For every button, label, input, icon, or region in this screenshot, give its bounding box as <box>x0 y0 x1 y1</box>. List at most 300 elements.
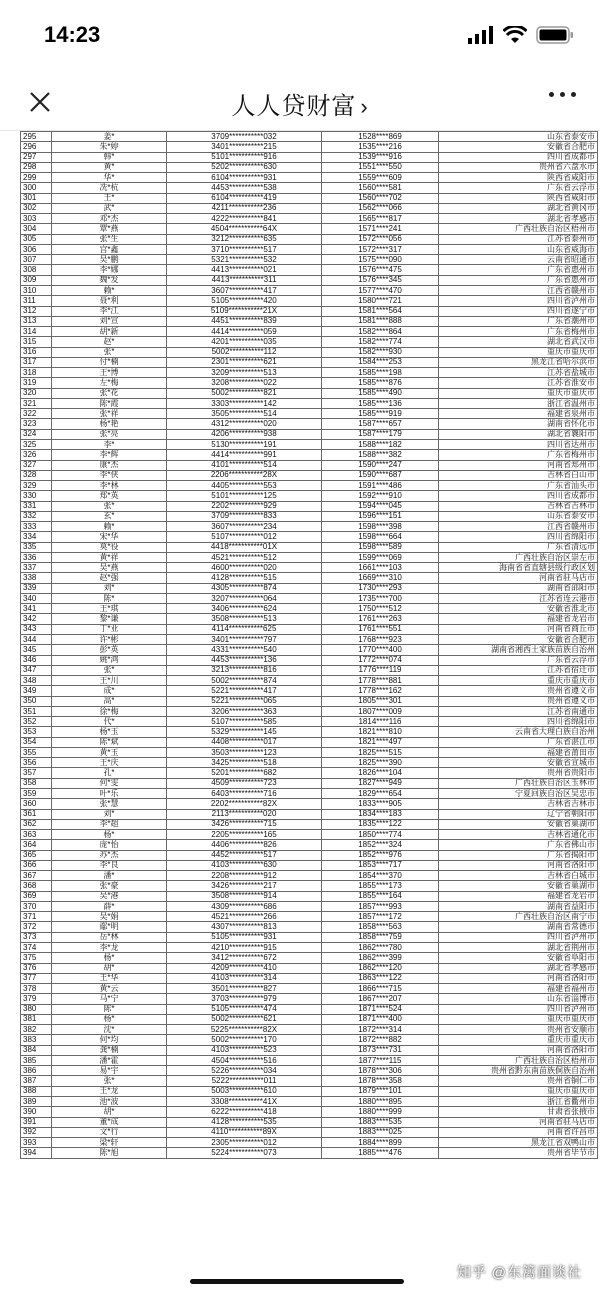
row-region: 湖北省武汉市 <box>439 337 598 347</box>
table-row <box>21 522 598 532</box>
row-number: 338 <box>21 573 52 583</box>
row-number: 349 <box>21 686 52 696</box>
table-row <box>21 306 598 316</box>
row-name: 宋*华 <box>52 532 167 542</box>
table-row <box>21 511 598 521</box>
row-id-number: 3426***********715 <box>167 819 322 829</box>
row-phone: 1770****400 <box>322 645 439 655</box>
row-number: 323 <box>21 419 52 429</box>
row-name: 潘*霍 <box>52 1055 167 1065</box>
row-name: 杨* <box>52 830 167 840</box>
row-id-number: 5201***********682 <box>167 768 322 778</box>
row-name: 徐*梅 <box>52 706 167 716</box>
row-id-number: 5224***********073 <box>167 1148 322 1158</box>
row-number: 360 <box>21 799 52 809</box>
row-id-number: 2205***********165 <box>167 830 322 840</box>
row-number: 324 <box>21 429 52 439</box>
home-indicator[interactable] <box>190 1279 404 1284</box>
row-name: 姜* <box>52 132 167 142</box>
row-phone: 1862****120 <box>322 963 439 973</box>
table-row <box>21 973 598 983</box>
row-region: 黑龙江省哈尔滨市 <box>439 357 598 367</box>
table-row <box>21 953 598 963</box>
row-region: 安徽省巢湖市 <box>439 819 598 829</box>
table-row <box>21 347 598 357</box>
row-number: 378 <box>21 984 52 994</box>
row-phone: 1560****702 <box>322 193 439 203</box>
row-region: 浙江省衢州市 <box>439 1096 598 1106</box>
row-region: 湖北省孝感市 <box>439 963 598 973</box>
table-row <box>21 419 598 429</box>
row-id-number: 4504***********64X <box>167 224 322 234</box>
row-phone: 1778****162 <box>322 686 439 696</box>
row-name: 吴*燕 <box>52 563 167 573</box>
row-id-number: 4451***********839 <box>167 316 322 326</box>
row-id-number: 3209***********513 <box>167 368 322 378</box>
row-region: 江苏省南通市 <box>439 706 598 716</box>
row-number: 388 <box>21 1086 52 1096</box>
row-name: 李*良 <box>52 860 167 870</box>
table-row <box>21 809 598 819</box>
row-id-number: 4452***********517 <box>167 850 322 860</box>
row-name: 张*豪 <box>52 881 167 891</box>
row-region: 河南省驻马店市 <box>439 573 598 583</box>
row-name: 代* <box>52 717 167 727</box>
row-region: 湖北省孝感市 <box>439 214 598 224</box>
row-id-number: 5105***********474 <box>167 1004 322 1014</box>
table-row <box>21 224 598 234</box>
row-id-number: 3710***********517 <box>167 244 322 254</box>
row-number: 375 <box>21 953 52 963</box>
row-region: 重庆市重庆市 <box>439 347 598 357</box>
row-name: 宫*鑫 <box>52 244 167 254</box>
row-number: 384 <box>21 1045 52 1055</box>
row-region: 广东省揭阳市 <box>439 850 598 860</box>
row-region: 辽宁省朝阳市 <box>439 809 598 819</box>
table-row <box>21 696 598 706</box>
row-phone: 1581****564 <box>322 306 439 316</box>
row-region: 江苏省泰州市 <box>439 234 598 244</box>
row-region: 广东省湛江市 <box>439 737 598 747</box>
row-name: 王*龙 <box>52 1086 167 1096</box>
row-name: 陈*霞 <box>52 398 167 408</box>
row-name: 沈* <box>52 1025 167 1035</box>
row-id-number: 5002***********821 <box>167 388 322 398</box>
row-id-number: 5225***********82X <box>167 1025 322 1035</box>
row-id-number: 2202***********929 <box>167 501 322 511</box>
row-number: 332 <box>21 511 52 521</box>
row-number: 312 <box>21 306 52 316</box>
row-region: 福建省龙岩市 <box>439 891 598 901</box>
row-id-number: 5130***********191 <box>167 439 322 449</box>
row-name: 李*江 <box>52 306 167 316</box>
row-id-number: 3401***********797 <box>167 635 322 645</box>
row-number: 297 <box>21 152 52 162</box>
row-phone: 1582****774 <box>322 337 439 347</box>
row-name: 成* <box>52 686 167 696</box>
table-row <box>21 265 598 275</box>
table-row <box>21 470 598 480</box>
row-phone: 1582****864 <box>322 327 439 337</box>
row-region: 山东省威海市 <box>439 244 598 254</box>
row-phone: 1572****317 <box>322 244 439 254</box>
row-phone: 1585****919 <box>322 409 439 419</box>
row-number: 309 <box>21 275 52 285</box>
row-region: 广东省佛山市 <box>439 840 598 850</box>
row-name: 陈*斌 <box>52 737 167 747</box>
row-region: 福建省龙岩市 <box>439 614 598 624</box>
table-row <box>21 840 598 850</box>
row-id-number: 4406***********826 <box>167 840 322 850</box>
row-id-number: 5002***********112 <box>167 347 322 357</box>
row-name: 吴*娟 <box>52 912 167 922</box>
row-name: 孔* <box>52 768 167 778</box>
row-number: 328 <box>21 470 52 480</box>
row-id-number: 6403***********716 <box>167 789 322 799</box>
row-region: 江苏省连云港市 <box>439 593 598 603</box>
table-row <box>21 203 598 213</box>
row-number: 365 <box>21 850 52 860</box>
table-row <box>21 758 598 768</box>
table-row <box>21 552 598 562</box>
row-id-number: 3412***********672 <box>167 953 322 963</box>
table-row <box>21 768 598 778</box>
row-number: 392 <box>21 1127 52 1137</box>
row-id-number: 5221***********417 <box>167 686 322 696</box>
row-phone: 1592****910 <box>322 491 439 501</box>
row-region: 四川省绵阳市 <box>439 717 598 727</box>
table-row <box>21 132 598 142</box>
row-number: 367 <box>21 871 52 881</box>
row-phone: 1772****074 <box>322 655 439 665</box>
row-region: 贵州省黔东南苗族侗族自治州 <box>439 1066 598 1076</box>
row-phone: 1576****475 <box>322 265 439 275</box>
row-id-number: 2208***********912 <box>167 871 322 881</box>
row-id-number: 4408***********017 <box>167 737 322 747</box>
row-phone: 1885****476 <box>322 1148 439 1158</box>
table-row <box>21 655 598 665</box>
table-row <box>21 1127 598 1137</box>
row-region: 广东省梅州市 <box>439 327 598 337</box>
row-region: 湖南省怀化市 <box>439 419 598 429</box>
row-number: 368 <box>21 881 52 891</box>
row-phone: 1588****182 <box>322 439 439 449</box>
row-phone: 1862****780 <box>322 942 439 952</box>
row-id-number: 6222***********418 <box>167 1107 322 1117</box>
row-name: 覃*燕 <box>52 224 167 234</box>
table-row <box>21 963 598 973</box>
row-number: 369 <box>21 891 52 901</box>
row-number: 379 <box>21 994 52 1004</box>
row-id-number: 3308***********41X <box>167 1096 322 1106</box>
wifi-icon <box>503 26 527 44</box>
row-number: 334 <box>21 532 52 542</box>
row-region: 湖北省荆州市 <box>439 942 598 952</box>
row-id-number: 4222***********841 <box>167 214 322 224</box>
row-phone: 1867****207 <box>322 994 439 1004</box>
row-phone: 1835****122 <box>322 819 439 829</box>
row-region: 甘肃省张掖市 <box>439 1107 598 1117</box>
row-number: 299 <box>21 173 52 183</box>
row-number: 386 <box>21 1066 52 1076</box>
row-number: 322 <box>21 409 52 419</box>
table-row <box>21 1004 598 1014</box>
row-phone: 1862****399 <box>322 953 439 963</box>
table-row <box>21 942 598 952</box>
row-phone: 1590****247 <box>322 460 439 470</box>
row-region: 陕西省咸阳市 <box>439 193 598 203</box>
row-phone: 1852****324 <box>322 840 439 850</box>
row-number: 326 <box>21 450 52 460</box>
table-row <box>21 604 598 614</box>
row-region: 河南省洛阳市 <box>439 973 598 983</box>
row-name: 高* <box>52 696 167 706</box>
row-phone: 1730****293 <box>322 583 439 593</box>
row-id-number: 4312***********020 <box>167 419 322 429</box>
row-region: 云南省大理白族自治州 <box>439 727 598 737</box>
row-name: 杨*艳 <box>52 419 167 429</box>
row-id-number: 2206***********28X <box>167 470 322 480</box>
row-phone: 1825****515 <box>322 747 439 757</box>
chevron-right-icon: › <box>360 94 369 119</box>
row-phone: 1883****025 <box>322 1127 439 1137</box>
row-name: 陈* <box>52 593 167 603</box>
row-number: 373 <box>21 932 52 942</box>
table-row <box>21 193 598 203</box>
row-name: 黄*云 <box>52 984 167 994</box>
table-row <box>21 388 598 398</box>
row-number: 343 <box>21 624 52 634</box>
table-row <box>21 573 598 583</box>
row-number: 330 <box>21 491 52 501</box>
row-phone: 1855****164 <box>322 891 439 901</box>
row-id-number: 3401***********215 <box>167 142 322 152</box>
row-region: 广东省梅州市 <box>439 450 598 460</box>
row-number: 298 <box>21 162 52 172</box>
more-dot-icon <box>560 92 565 97</box>
row-phone: 1585****490 <box>322 388 439 398</box>
row-region: 广东省惠州市 <box>439 265 598 275</box>
row-region: 河南省洛阳市 <box>439 860 598 870</box>
row-phone: 1539****916 <box>322 152 439 162</box>
row-number: 316 <box>21 347 52 357</box>
row-id-number: 4504***********516 <box>167 1055 322 1065</box>
row-id-number: 4210***********915 <box>167 942 322 952</box>
row-region: 河南省郑州市 <box>439 460 598 470</box>
row-id-number: 3505***********514 <box>167 409 322 419</box>
more-dot-icon <box>571 92 576 97</box>
table-row <box>21 214 598 224</box>
row-phone: 1825****390 <box>322 758 439 768</box>
winners-table-body <box>21 132 598 1159</box>
row-phone: 1858****563 <box>322 922 439 932</box>
row-region: 山东省淄博市 <box>439 994 598 1004</box>
row-name: 李*娜 <box>52 265 167 275</box>
row-phone: 1591****486 <box>322 481 439 491</box>
row-phone: 1821****497 <box>322 737 439 747</box>
table-row <box>21 460 598 470</box>
page-title-text: 人人贷财富 <box>231 93 357 120</box>
row-id-number: 4103***********630 <box>167 860 322 870</box>
row-phone: 1577****470 <box>322 285 439 295</box>
row-name: 何*均 <box>52 1035 167 1045</box>
row-phone: 1853****717 <box>322 860 439 870</box>
row-phone: 1878****306 <box>322 1066 439 1076</box>
table-row <box>21 1025 598 1035</box>
row-region: 四川省绵阳市 <box>439 532 598 542</box>
row-region: 河南省驻马店市 <box>439 1117 598 1127</box>
more-button[interactable] <box>549 92 576 97</box>
row-id-number: 4521***********266 <box>167 912 322 922</box>
table-row <box>21 450 598 460</box>
row-region: 广东省潮州市 <box>439 316 598 326</box>
row-name: 付*楠 <box>52 357 167 367</box>
row-id-number: 3607***********417 <box>167 285 322 295</box>
row-number: 333 <box>21 522 52 532</box>
table-row <box>21 1035 598 1045</box>
table-row <box>21 1014 598 1024</box>
row-phone: 1857****172 <box>322 912 439 922</box>
row-region: 浙江省温州市 <box>439 398 598 408</box>
row-region: 海南省省直辖县级行政区划 <box>439 563 598 573</box>
row-number: 315 <box>21 337 52 347</box>
row-number: 380 <box>21 1004 52 1014</box>
row-region: 江西省赣州市 <box>439 522 598 532</box>
row-phone: 1596****151 <box>322 511 439 521</box>
row-phone: 1834****183 <box>322 809 439 819</box>
table-row <box>21 799 598 809</box>
row-region: 重庆市重庆市 <box>439 1086 598 1096</box>
table-row <box>21 686 598 696</box>
row-name: 杨*玉 <box>52 727 167 737</box>
row-id-number: 5107***********585 <box>167 717 322 727</box>
row-region: 宁夏回族自治区吴忠市 <box>439 789 598 799</box>
table-row <box>21 501 598 511</box>
row-name: 王*琪 <box>52 604 167 614</box>
row-number: 325 <box>21 439 52 449</box>
row-name: 杨* <box>52 953 167 963</box>
table-row <box>21 491 598 501</box>
row-name: 王*博 <box>52 368 167 378</box>
row-id-number: 4309***********686 <box>167 901 322 911</box>
row-number: 340 <box>21 593 52 603</box>
row-phone: 1572****056 <box>322 234 439 244</box>
row-id-number: 4453***********538 <box>167 183 322 193</box>
row-name: 魏*发 <box>52 275 167 285</box>
table-row <box>21 1066 598 1076</box>
row-phone: 1594****045 <box>322 501 439 511</box>
row-phone: 1854****370 <box>322 871 439 881</box>
row-id-number: 4418***********01X <box>167 542 322 552</box>
row-name: 聂*利 <box>52 296 167 306</box>
row-id-number: 4211***********236 <box>167 203 322 213</box>
row-id-number: 5226***********034 <box>167 1066 322 1076</box>
row-name: 李*侠 <box>52 470 167 480</box>
row-phone: 1585****198 <box>322 368 439 378</box>
row-id-number: 5107***********012 <box>167 532 322 542</box>
table-row <box>21 532 598 542</box>
row-region: 福建省泉州市 <box>439 409 598 419</box>
row-region: 广西壮族自治区玉林市 <box>439 778 598 788</box>
row-name: 王*庆 <box>52 758 167 768</box>
row-name: 王* <box>52 193 167 203</box>
row-region: 吉林省白城市 <box>439 871 598 881</box>
row-number: 356 <box>21 758 52 768</box>
row-number: 358 <box>21 778 52 788</box>
table-row <box>21 706 598 716</box>
table-row <box>21 542 598 552</box>
row-id-number: 5002***********874 <box>167 676 322 686</box>
row-id-number: 5101***********125 <box>167 491 322 501</box>
row-region: 四川省泸州市 <box>439 932 598 942</box>
table-row <box>21 316 598 326</box>
row-phone: 1585****876 <box>322 378 439 388</box>
row-name: 刘*宣 <box>52 316 167 326</box>
table-row <box>21 624 598 634</box>
row-name: 黄*祥 <box>52 552 167 562</box>
row-id-number: 3508***********513 <box>167 614 322 624</box>
row-region: 贵州省贵阳市 <box>439 768 598 778</box>
row-phone: 1565****817 <box>322 214 439 224</box>
row-phone: 1884****899 <box>322 1138 439 1148</box>
row-number: 310 <box>21 285 52 295</box>
table-row <box>21 747 598 757</box>
table-row <box>21 234 598 244</box>
row-name: 胡*新 <box>52 327 167 337</box>
row-id-number: 4453***********136 <box>167 655 322 665</box>
row-name: 潘* <box>52 871 167 881</box>
row-region: 广东省清远市 <box>439 542 598 552</box>
row-id-number: 3425***********518 <box>167 758 322 768</box>
row-name: 李* <box>52 439 167 449</box>
table-row <box>21 1096 598 1106</box>
row-phone: 1761****263 <box>322 614 439 624</box>
row-number: 374 <box>21 942 52 952</box>
row-phone: 1599****069 <box>322 552 439 562</box>
row-phone: 1857****993 <box>322 901 439 911</box>
row-name: 莫*役 <box>52 542 167 552</box>
table-row <box>21 789 598 799</box>
row-phone: 1829****654 <box>322 789 439 799</box>
row-name: 赵*强 <box>52 573 167 583</box>
row-id-number: 3503***********123 <box>167 747 322 757</box>
battery-icon <box>536 26 574 44</box>
row-region: 贵州省遵义市 <box>439 686 598 696</box>
row-number: 337 <box>21 563 52 573</box>
row-number: 327 <box>21 460 52 470</box>
row-region: 广东省汕头市 <box>439 481 598 491</box>
table-row <box>21 296 598 306</box>
row-number: 336 <box>21 552 52 562</box>
row-region: 四川省成都市 <box>439 152 598 162</box>
row-name: 何*雯 <box>52 778 167 788</box>
page-title[interactable] <box>0 86 600 121</box>
table-row <box>21 717 598 727</box>
row-number: 347 <box>21 665 52 675</box>
table-row <box>21 244 598 254</box>
row-number: 339 <box>21 583 52 593</box>
row-phone: 1768****923 <box>322 635 439 645</box>
row-phone: 1587****657 <box>322 419 439 429</box>
table-row <box>21 635 598 645</box>
row-name: 马*宁 <box>52 994 167 1004</box>
row-region: 贵州省毕节市 <box>439 1148 598 1158</box>
row-region: 广西壮族自治区崇左市 <box>439 552 598 562</box>
table-row <box>21 162 598 172</box>
watermark: 知乎 @东篱面谈社 <box>456 1264 582 1280</box>
row-region: 重庆市重庆市 <box>439 1014 598 1024</box>
row-number: 331 <box>21 501 52 511</box>
